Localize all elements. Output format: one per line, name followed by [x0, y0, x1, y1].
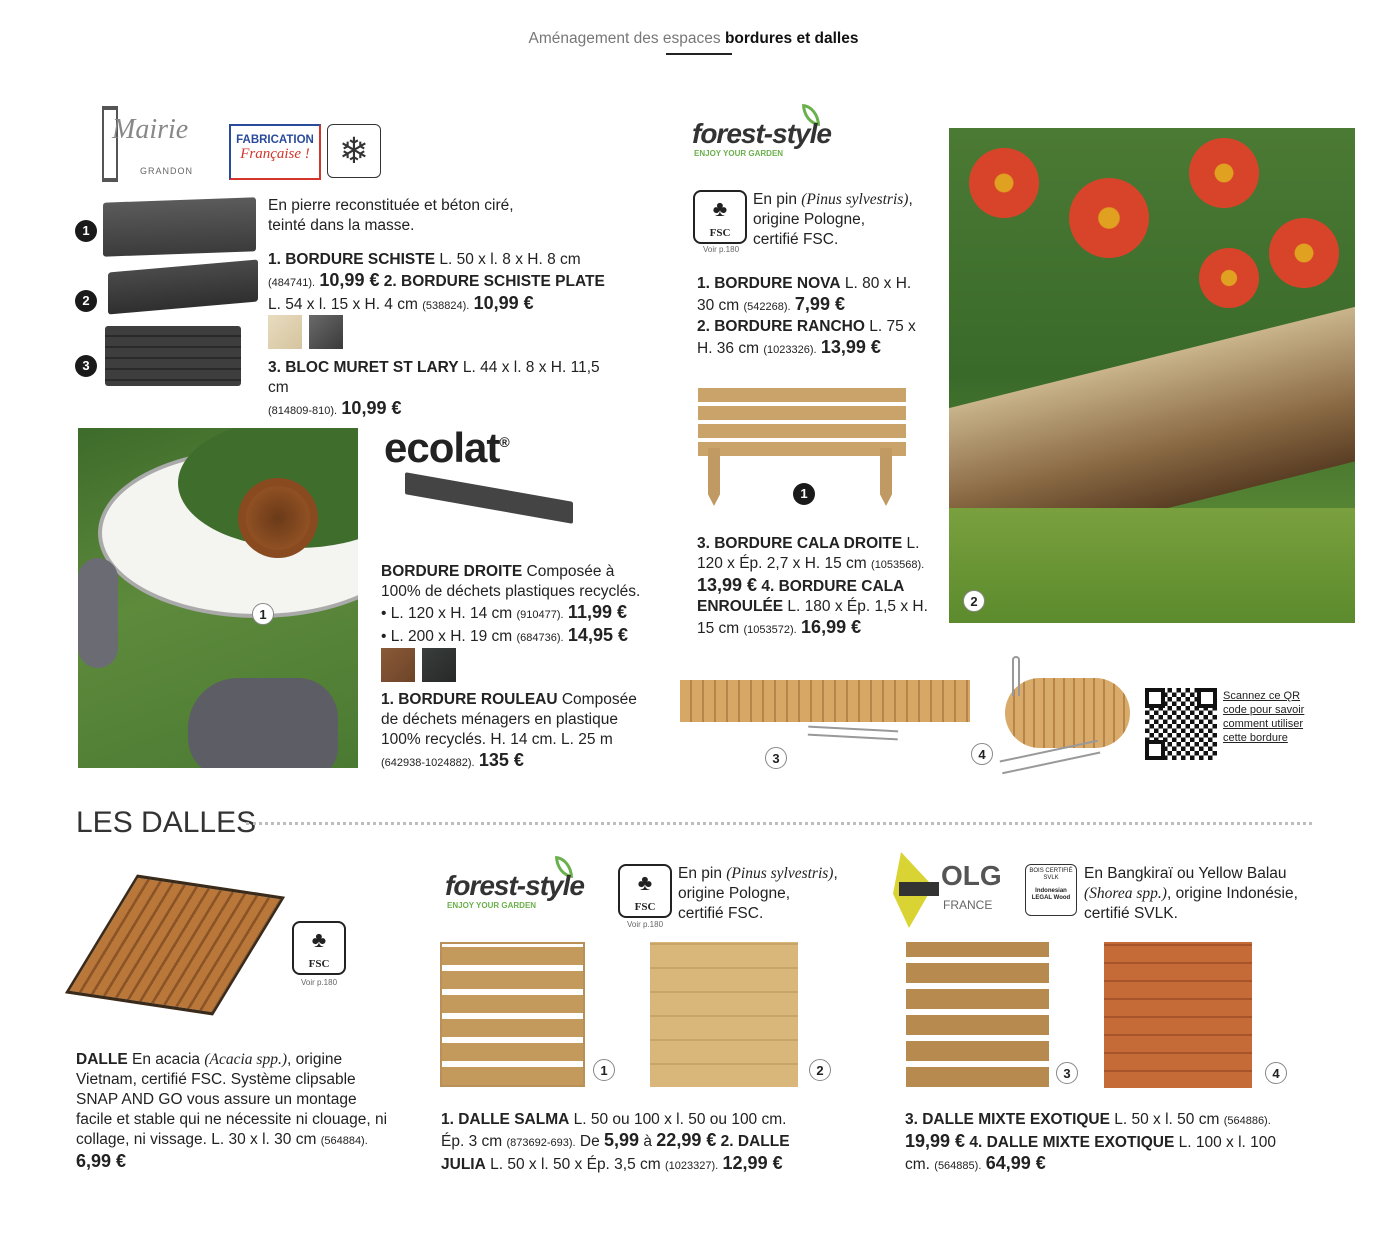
dalle-salma-to: à [639, 1133, 657, 1150]
svlk-sub: Indonesian LEGAL Wood [1031, 888, 1071, 901]
bordure-schiste-dims: L. 50 x l. 8 x H. 8 cm [435, 251, 581, 268]
bloc-muret-dims: L. 44 x l. 8 x H. 11,5 cm [268, 359, 600, 396]
forest-cala-text [697, 534, 937, 640]
grass [949, 508, 1355, 623]
olg-origin-latin: (Shorea spp.) [1084, 885, 1167, 902]
ecolat-logo [384, 424, 509, 472]
voir-page-dalle: Voir p.180 [301, 978, 338, 987]
dalle-desc-a: En acacia [127, 1051, 205, 1068]
dalle-julia-ref: (1023327). [665, 1160, 719, 1172]
option-200-ref: (684736). [516, 632, 564, 644]
forest-nova-rancho [697, 274, 927, 360]
ecolat-rouleau-text [381, 690, 649, 773]
badge-2-julia: 2 [809, 1059, 831, 1081]
mairie-logo [78, 100, 198, 186]
ecolat-registered: ® [499, 434, 509, 450]
ecolat-droite-text [381, 562, 651, 648]
forest-style-wordmark: forest-style [692, 118, 831, 149]
bordure-droite-name: BORDURE DROITE [381, 563, 523, 580]
forest-origin-dalles [678, 864, 838, 924]
hook-stake [1012, 656, 1020, 696]
qr-code[interactable] [1145, 688, 1217, 760]
dalle-mixte-3-dims: L. 50 x l. 50 cm [1109, 1111, 1224, 1128]
section-category: Aménagement des espaces [528, 30, 721, 47]
flower-2 [1069, 178, 1149, 258]
bordure-schiste-plate-name: 2. BORDURE SCHISTE PLATE [383, 273, 605, 290]
origin-latin: (Pinus sylvestris) [801, 191, 909, 208]
bordure-cala-droite-price: 13,99 € [697, 575, 758, 595]
dalle-salma-image [440, 942, 585, 1087]
dalle-julia-price: 12,99 € [722, 1153, 783, 1173]
bordure-cala-droite-name: 3. BORDURE CALA DROITE [697, 535, 903, 552]
mairie-script: Mairie [112, 114, 189, 145]
dalle-name: DALLE [76, 1051, 128, 1068]
forest-style-wordmark: forest-style [445, 870, 584, 901]
option-120-ref: (910477). [516, 609, 564, 621]
fence-boards [698, 388, 906, 456]
bordure-cala-droite-image [680, 680, 970, 722]
qr-finder-3 [1145, 740, 1165, 760]
bordure-nova-price: 7,99 € [794, 294, 845, 314]
fsc-label: FSC [308, 958, 330, 970]
stone-item-3 [268, 358, 608, 421]
mairie-grandon: GRANDON [140, 166, 194, 176]
bordure-schiste-ref: (484741). [268, 277, 316, 289]
bordure-nova-ref: (542268). [743, 301, 791, 313]
bordure-rancho-dims: L. 75 x H. 36 cm [697, 318, 916, 357]
swatch-brown[interactable] [381, 648, 415, 682]
svlk-badge [1025, 864, 1077, 916]
origin-latin: (Pinus sylvestris) [726, 865, 834, 882]
qr-finder-1 [1145, 688, 1165, 708]
fsc-badge-top [693, 190, 747, 244]
olg-origin-suffix: , origine Indonésie, certifié SVLK. [1084, 885, 1298, 922]
fsc-tree-icon: ♣ [311, 927, 327, 952]
dalle-salma-ref: (873692-693). [506, 1137, 576, 1149]
bordure-rouleau-ref: (642938-1024882). [381, 757, 475, 769]
option-200-price: 14,95 € [567, 625, 628, 645]
option-120-dims: • L. 120 x H. 14 cm [381, 605, 517, 622]
dalle-price: 6,99 € [76, 1151, 127, 1171]
badge-4-mixte: 4 [1265, 1062, 1287, 1084]
fabrication-francaise-badge [229, 124, 321, 180]
bordure-rancho-ref: (1023326). [763, 344, 817, 356]
page-header [0, 30, 1387, 48]
bordure-rouleau-desc: Composée de déchets ménagers en plastique 100% recyclés. H. 14 cm. L. 25 m [381, 691, 637, 748]
dalle-mixte-3-price: 19,99 € [905, 1131, 966, 1151]
stepping-stone-2 [188, 678, 338, 768]
dalles-section-title: LES DALLES [76, 806, 257, 839]
olg-emblem-dark [899, 882, 939, 896]
bordure-nova-name: 1. BORDURE NOVA [697, 275, 841, 292]
olg-sub: FRANCE [943, 898, 993, 912]
ecolat-wordmark: ecolat [384, 424, 500, 471]
dalle-mixte-4-ref: (564885). [934, 1160, 982, 1172]
badge-1-nova: 1 [793, 483, 815, 505]
olg-origin-prefix: En Bangkiraï ou Yellow Balau [1084, 865, 1287, 882]
fence-stake-left [708, 448, 720, 506]
option-120-price: 11,99 € [567, 602, 627, 622]
fsc-badge-dalle [292, 921, 346, 975]
dalle-mixte-4-dims: L. 100 x l. 100 cm. [905, 1134, 1277, 1173]
header-underline [666, 53, 732, 55]
qr-caption[interactable]: Scannez ce QR code pour savoir comment utiliser cette bordure [1223, 690, 1305, 744]
bordure-rancho-price: 13,99 € [820, 337, 881, 357]
dalle-mixte-4-price: 64,99 € [985, 1153, 1046, 1173]
flower-4 [1269, 218, 1339, 288]
dalle-salma-from: De [575, 1133, 605, 1150]
garden-photo-ecolat [78, 428, 358, 768]
fabrication-label: FABRICATION [236, 134, 314, 146]
fsc-tree-icon: ♣ [637, 870, 653, 895]
bloc-muret-price: 10,99 € [341, 398, 402, 418]
bordure-schiste-plate-price: 10,99 € [473, 293, 534, 313]
qr-finder-2 [1197, 688, 1217, 708]
snowflake-icon: ❄ [338, 130, 370, 171]
svlk-label: BOIS CERTIFIÉ SVLK [1029, 868, 1073, 881]
bordure-schiste-price: 10,99 € [319, 270, 380, 290]
dalle-desc-b: , origine Vietnam, certifié FSC. Système clipsable SNAP AND GO vous assure un montage facile et stable qui ne nécessite ni clouage, ni collage, ni vissage. L. 30 x l. 30 cm [76, 1051, 388, 1148]
flower-3 [1189, 138, 1259, 208]
dalle-mixte-3-ref: (564886). [1223, 1115, 1271, 1127]
badge-1-photo: 1 [252, 603, 274, 625]
bordure-cala-enroulee-ref: (1053572). [743, 624, 797, 636]
stakes-image [808, 726, 898, 741]
flower-5 [1199, 248, 1259, 308]
dalle-acacia-text [76, 1050, 388, 1173]
voir-page-top: Voir p.180 [703, 245, 740, 254]
origin-prefix: En pin [678, 865, 727, 882]
stone-items-12 [268, 250, 608, 316]
dalle-mixte-4-image [1104, 942, 1252, 1088]
bloc-muret-ref: (814809-810). [268, 405, 338, 417]
bloc-muret-image [105, 326, 241, 386]
rust-sphere [238, 478, 318, 558]
dalle-salma-name: 1. DALLE SALMA [441, 1111, 570, 1128]
bordure-schiste-plate-image [108, 259, 258, 314]
bordure-schiste-name: 1. BORDURE SCHISTE [268, 251, 436, 268]
stone-intro: En pierre reconstituée et béton ciré, teinté dans la masse. [268, 197, 514, 234]
forest-style-logo-top [692, 104, 852, 160]
bordure-cala-droite-dims: L. 120 x Ép. 2,7 x H. 15 cm [697, 535, 920, 572]
stepping-stone-1 [78, 558, 118, 668]
voir-page-forest-dalles: Voir p.180 [627, 920, 664, 929]
bordure-schiste-plate-dims: L. 54 x l. 15 x H. 4 cm [268, 296, 423, 313]
bordure-schiste-image [103, 197, 256, 256]
dalle-mixte-3-name: 3. DALLE MIXTE EXOTIQUE [905, 1111, 1110, 1128]
origin-suffix: , origine Pologne, certifié FSC. [753, 191, 913, 248]
flower-bed-photo [949, 128, 1355, 623]
bordure-cala-enroulee-name: 4. BORDURE CALA ENROULÉE [697, 578, 904, 615]
frost-resistant-badge [327, 124, 381, 178]
bordure-rouleau-price: 135 € [478, 750, 524, 770]
olg-dalles-text [905, 1110, 1295, 1176]
badge-3-mixte: 3 [1056, 1062, 1078, 1084]
dalle-salma-price-max: 22,99 € [656, 1130, 717, 1150]
forest-origin-top [753, 190, 913, 250]
olg-wordmark: OLG [941, 860, 1002, 891]
bordure-schiste-plate-ref: (538824). [422, 300, 470, 312]
section-title: bordures et dalles [724, 30, 859, 47]
bordure-droite-image [405, 472, 573, 524]
forest-style-logo-dalles [445, 856, 605, 912]
olg-logo [893, 852, 1001, 928]
badge-1: 1 [75, 220, 97, 242]
dalle-salma-price-min: 5,99 [604, 1130, 640, 1150]
option-200-dims: • L. 200 x H. 19 cm [381, 628, 517, 645]
fsc-tree-icon: ♣ [712, 196, 728, 221]
dalle-salma-dims: L. 50 ou 100 x l. 50 ou 100 cm. Ép. 3 cm [441, 1111, 787, 1150]
dalle-mixte-4-name: 4. DALLE MIXTE EXOTIQUE [965, 1134, 1175, 1151]
dalle-latin: (Acacia spp.) [204, 1051, 287, 1068]
badge-3-roll: 3 [765, 747, 787, 769]
forest-style-tagline: ENJOY YOUR GARDEN [694, 149, 784, 158]
francaise-label: Française ! [240, 146, 310, 162]
badge-1-salma: 1 [593, 1059, 615, 1081]
forest-dalles-text [441, 1110, 801, 1176]
bordure-rancho-name: 2. BORDURE RANCHO [697, 318, 865, 335]
olg-origin [1084, 864, 1324, 924]
bordure-cala-enroulee-dims: L. 180 x Ép. 1,5 x H. 15 cm [697, 598, 928, 637]
forest-style-tagline: ENJOY YOUR GARDEN [447, 901, 537, 910]
dalles-dotted-rule [246, 822, 1312, 825]
dalle-julia-dims: L. 50 x l. 50 x Ép. 3,5 cm [485, 1156, 665, 1173]
swatch-dark-stone[interactable] [309, 315, 343, 349]
fsc-badge-forest-dalles [618, 864, 672, 918]
bordure-cala-droite-ref: (1053568). [871, 559, 925, 571]
bordure-nova-dims: L. 80 x H. 30 cm [697, 275, 912, 314]
badge-4-roll: 4 [971, 743, 993, 765]
badge-3: 3 [75, 355, 97, 377]
bordure-cala-enroulee-price: 16,99 € [801, 617, 862, 637]
fence-stake-right [880, 448, 892, 506]
dalle-acacia-image [65, 874, 285, 1015]
badge-2-photo: 2 [963, 590, 985, 612]
swatch-light-stone[interactable] [268, 315, 302, 349]
dalle-mixte-3-image [906, 942, 1049, 1087]
badge-2: 2 [75, 290, 97, 312]
bordure-droite-desc: Composée à 100% de déchets plastiques recyclés. [381, 563, 641, 600]
dalle-ref: (564884). [320, 1135, 368, 1147]
origin-prefix: En pin [753, 191, 802, 208]
bloc-muret-name: 3. BLOC MURET ST LARY [268, 359, 459, 376]
origin-suffix: , origine Pologne, certifié FSC. [678, 865, 838, 922]
fsc-label: FSC [634, 901, 656, 913]
fsc-label: FSC [709, 227, 731, 239]
flower-1 [969, 148, 1039, 218]
swatch-anthracite[interactable] [422, 648, 456, 682]
bordure-rouleau-name: 1. BORDURE ROULEAU [381, 691, 558, 708]
dalle-julia-image [650, 942, 798, 1087]
bordure-cala-enroulee-image [1005, 678, 1130, 748]
dalle-julia-name: 2. DALLE JULIA [441, 1133, 790, 1173]
